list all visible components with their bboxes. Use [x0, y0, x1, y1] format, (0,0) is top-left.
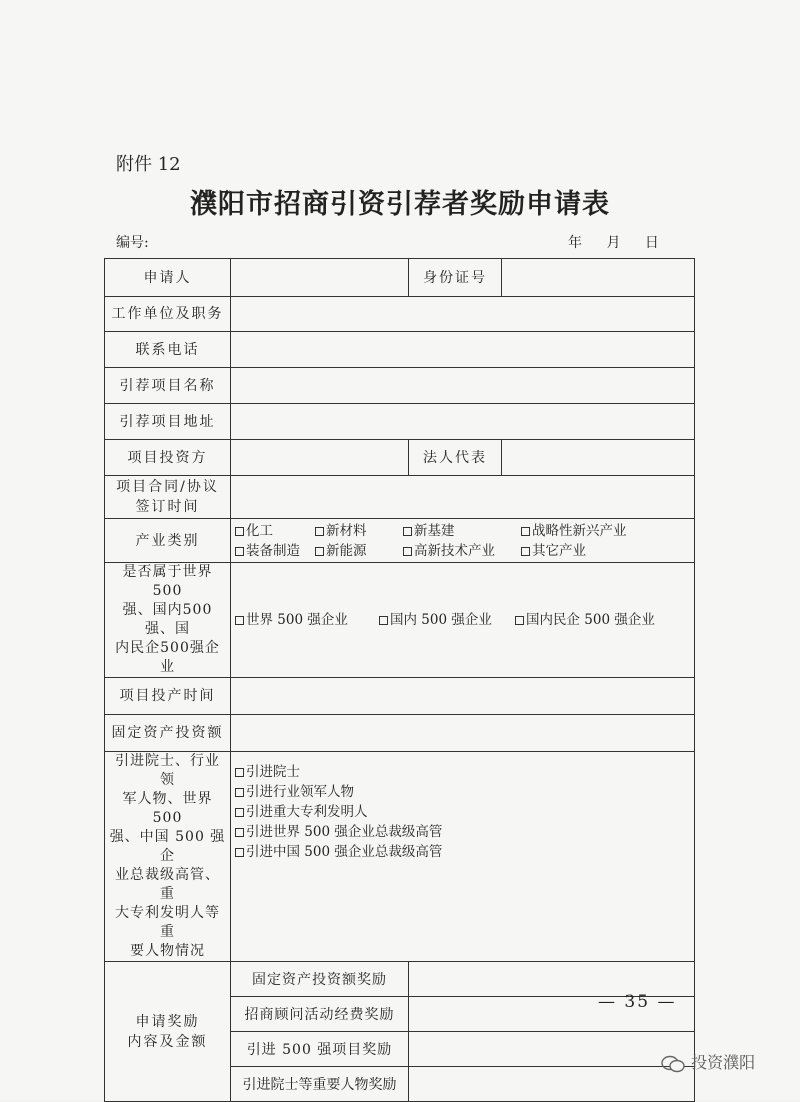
phone-label: 联系电话	[105, 332, 231, 368]
fixed-assets-label: 固定资产投资额	[105, 715, 231, 752]
fixed-assets-field[interactable]	[231, 715, 695, 752]
id-number-label: 身份证号	[409, 259, 502, 297]
number-label: 编号:	[116, 235, 149, 251]
legal-rep-field[interactable]	[502, 440, 695, 476]
reward-label-line: 内容及金额	[127, 1033, 208, 1050]
top500-options	[231, 563, 695, 678]
checkbox-icon	[235, 616, 244, 625]
industry-option-new-materials[interactable]: 新材料	[315, 521, 403, 541]
phone-field[interactable]	[231, 332, 695, 368]
project-address-field[interactable]	[231, 404, 695, 440]
top500-label	[105, 563, 231, 678]
industry-option-equipment[interactable]: 装备制造	[235, 541, 315, 561]
talent-label-line: 业总裁级高管、重	[115, 867, 220, 902]
reward-item-label: 招商顾问活动经费奖励	[231, 997, 409, 1032]
talent-label-line: 军人物、世界 500	[122, 791, 213, 826]
industry-option-other[interactable]: 其它产业	[521, 541, 586, 561]
reward-label-line: 申请奖励	[135, 1013, 200, 1030]
attachment-label: 附件 12	[116, 154, 181, 175]
watermark-text: 投资濮阳	[691, 1053, 756, 1072]
work-unit-field[interactable]	[231, 297, 695, 332]
reward-label	[105, 962, 231, 1102]
form-title: 濮阳市招商引资引荐者奖励申请表	[190, 189, 610, 220]
application-form-table	[104, 258, 695, 1102]
checkbox-icon	[235, 788, 244, 797]
checkbox-icon	[235, 848, 244, 857]
reward-amount-field[interactable]	[409, 1067, 695, 1102]
top500-label-line: 是否属于世界500	[122, 564, 213, 599]
legal-rep-label: 法人代表	[409, 440, 502, 476]
project-address-label: 引荐项目地址	[105, 404, 231, 440]
project-name-field[interactable]	[231, 368, 695, 404]
industry-option-new-energy[interactable]: 新能源	[315, 541, 403, 561]
production-time-label: 项目投产时间	[105, 678, 231, 715]
production-time-field[interactable]	[231, 678, 695, 715]
investor-field[interactable]	[231, 440, 409, 476]
industry-options-row	[235, 541, 690, 561]
investor-label: 项目投资方	[105, 440, 231, 476]
talent-label	[105, 752, 231, 962]
top500-label-line: 内民企500强企业	[115, 640, 220, 675]
page-number: — 35 —	[598, 992, 677, 1012]
project-name-label: 引荐项目名称	[105, 368, 231, 404]
checkbox-icon	[235, 547, 244, 556]
industry-label: 产业类别	[105, 519, 231, 563]
talent-option-china500-exec[interactable]: 引进中国 500 强企业总裁级高管	[235, 842, 690, 862]
applicant-field[interactable]	[231, 259, 409, 297]
talent-options	[231, 752, 695, 962]
checkbox-icon	[235, 808, 244, 817]
industry-option-chemical[interactable]: 化工	[235, 521, 315, 541]
industry-option-strategic-emerging[interactable]: 战略性新兴产业	[521, 521, 627, 541]
talent-label-line: 要人物情况	[130, 943, 205, 959]
checkbox-icon	[315, 547, 324, 556]
top500-option-domestic[interactable]: 国内 500 强企业	[379, 610, 515, 630]
contract-time-label-line: 签订时间	[135, 499, 200, 515]
contract-time-label	[105, 476, 231, 519]
contract-time-label-line: 项目合同/协议	[116, 479, 219, 495]
industry-option-high-tech[interactable]: 高新技术产业	[403, 541, 521, 561]
checkbox-icon	[403, 547, 412, 556]
contract-time-field[interactable]	[231, 476, 695, 519]
work-unit-label: 工作单位及职务	[105, 297, 231, 332]
talent-label-line: 引进院士、行业领	[115, 753, 220, 788]
top500-label-line: 强、国内500强、国	[122, 602, 213, 637]
id-number-field[interactable]	[502, 259, 695, 297]
top500-option-private[interactable]: 国内民企 500 强企业	[515, 610, 655, 630]
checkbox-icon	[521, 527, 530, 536]
checkbox-icon	[235, 828, 244, 837]
reward-item-label: 固定资产投资额奖励	[231, 962, 409, 997]
checkbox-icon	[235, 768, 244, 777]
watermark	[660, 1050, 755, 1073]
talent-label-line: 强、中国 500 强企	[109, 829, 226, 864]
industry-options-row	[235, 521, 690, 541]
checkbox-icon	[403, 527, 412, 536]
talent-label-line: 大专利发明人等重	[115, 905, 220, 940]
wechat-icon	[660, 1055, 686, 1073]
industry-option-new-infrastructure[interactable]: 新基建	[403, 521, 521, 541]
reward-item-label: 引进 500 强项目奖励	[231, 1032, 409, 1067]
talent-option-world500-exec[interactable]: 引进世界 500 强企业总裁级高管	[235, 822, 690, 842]
applicant-label: 申请人	[105, 259, 231, 297]
industry-options	[231, 519, 695, 563]
date-label: 年 月 日	[568, 235, 659, 251]
checkbox-icon	[315, 527, 324, 536]
talent-option-industry-leader[interactable]: 引进行业领军人物	[235, 782, 690, 802]
checkbox-icon	[521, 547, 530, 556]
checkbox-icon	[379, 616, 388, 625]
checkbox-icon	[515, 616, 524, 625]
reward-item-label: 引进院士等重要人物奖励	[231, 1067, 409, 1102]
talent-option-academician[interactable]: 引进院士	[235, 762, 690, 782]
top500-option-world[interactable]: 世界 500 强企业	[235, 610, 379, 630]
talent-option-patent-inventor[interactable]: 引进重大专利发明人	[235, 802, 690, 822]
reward-amount-field[interactable]	[409, 1032, 695, 1067]
checkbox-icon	[235, 527, 244, 536]
